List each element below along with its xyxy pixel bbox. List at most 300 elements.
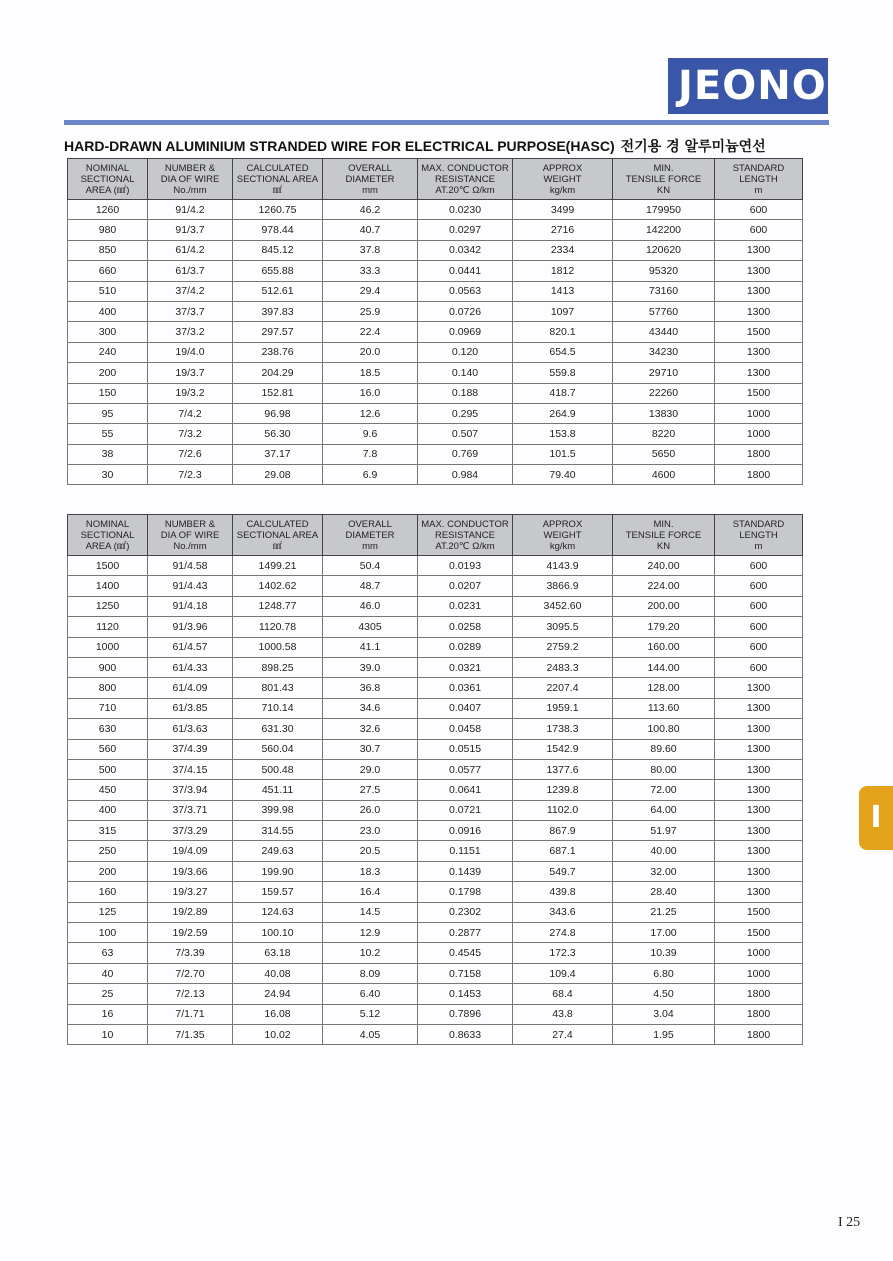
table-cell: 0.1151 — [418, 841, 513, 861]
table-cell: 37/4.39 — [148, 739, 233, 759]
table-cell: 19/2.59 — [148, 923, 233, 943]
table-cell: 1300 — [715, 240, 803, 260]
table-cell: 95 — [68, 403, 148, 423]
table-cell: 32.6 — [323, 719, 418, 739]
column-header — [715, 159, 803, 200]
table-cell: 264.9 — [513, 403, 613, 423]
header-rule — [64, 120, 829, 125]
column-header-line: TENSILE FORCE — [625, 529, 702, 541]
table-cell: 820.1 — [513, 322, 613, 342]
registered-mark: ® — [826, 63, 838, 74]
table-cell: 500 — [68, 759, 148, 779]
table-cell: 29.08 — [233, 465, 323, 485]
table-cell: 1499.21 — [233, 556, 323, 576]
table-cell: 7/2.13 — [148, 984, 233, 1004]
table-cell: 10 — [68, 1024, 148, 1044]
table-cell: 560 — [68, 739, 148, 759]
table-cell: 450 — [68, 780, 148, 800]
table-cell: 33.3 — [323, 261, 418, 281]
table-cell: 1000 — [715, 424, 803, 444]
table-cell: 3499 — [513, 200, 613, 220]
jeono-logo — [668, 58, 838, 114]
logo-text: JEONO — [678, 63, 827, 109]
table-cell: 7/2.6 — [148, 444, 233, 464]
table-cell: 29710 — [613, 363, 715, 383]
table-cell: 315 — [68, 821, 148, 841]
table-cell: 0.8633 — [418, 1024, 513, 1044]
table-cell: 400 — [68, 800, 148, 820]
table-row — [68, 342, 803, 362]
table-cell: 25.9 — [323, 301, 418, 321]
table-cell: 1250 — [68, 596, 148, 616]
table-cell: 22.4 — [323, 322, 418, 342]
column-header-line: OVERALL — [348, 162, 392, 174]
table-cell: 152.81 — [233, 383, 323, 403]
table-cell: 0.4545 — [418, 943, 513, 963]
column-header-line: SECTIONAL — [80, 173, 135, 185]
table-cell: 19/3.27 — [148, 882, 233, 902]
column-header — [418, 159, 513, 200]
table-cell: 600 — [715, 556, 803, 576]
table-cell: 7/3.39 — [148, 943, 233, 963]
table-cell: 710 — [68, 698, 148, 718]
table-cell: 1800 — [715, 465, 803, 485]
table-cell: 2759.2 — [513, 637, 613, 657]
table-row — [68, 301, 803, 321]
column-header-line: mm — [362, 184, 378, 196]
table-cell: 0.0407 — [418, 698, 513, 718]
table-cell: 630 — [68, 719, 148, 739]
table-cell: 240.00 — [613, 556, 715, 576]
table-cell: 867.9 — [513, 821, 613, 841]
table-cell: 61/3.85 — [148, 698, 233, 718]
table-cell: 343.6 — [513, 902, 613, 922]
table-cell: 204.29 — [233, 363, 323, 383]
table-row — [68, 444, 803, 464]
table-cell: 631.30 — [233, 719, 323, 739]
table-cell: 36.8 — [323, 678, 418, 698]
table-row — [68, 1024, 803, 1044]
table-cell: 23.0 — [323, 821, 418, 841]
page-title — [64, 136, 766, 156]
table-cell: 8220 — [613, 424, 715, 444]
table-cell: 12.6 — [323, 403, 418, 423]
table-cell: 142200 — [613, 220, 715, 240]
table-cell: 0.0361 — [418, 678, 513, 698]
table-cell: 400 — [68, 301, 148, 321]
table-cell: 37/3.2 — [148, 322, 233, 342]
table-cell: 5650 — [613, 444, 715, 464]
title-korean: 전기용 경 알루미늄연선 — [620, 139, 766, 155]
table-cell: 32.00 — [613, 861, 715, 881]
table-cell: 1300 — [715, 780, 803, 800]
table-cell: 200.00 — [613, 596, 715, 616]
table-cell: 1300 — [715, 861, 803, 881]
table-cell: 1260.75 — [233, 200, 323, 220]
table-cell: 249.63 — [233, 841, 323, 861]
table-cell: 72.00 — [613, 780, 715, 800]
column-header-line: m — [754, 184, 763, 196]
table-cell: 660 — [68, 261, 148, 281]
table-cell: 1500 — [715, 322, 803, 342]
column-header-line: ㎟ — [272, 540, 283, 552]
table-cell: 100 — [68, 923, 148, 943]
table-cell: 37/3.29 — [148, 821, 233, 841]
table-row — [68, 576, 803, 596]
table-cell: 0.0563 — [418, 281, 513, 301]
table-cell: 61/3.7 — [148, 261, 233, 281]
table-cell: 7/2.3 — [148, 465, 233, 485]
column-header-line: AT.20℃ Ω/km — [435, 184, 495, 196]
table-cell: 124.63 — [233, 902, 323, 922]
column-header — [148, 159, 233, 200]
column-header — [613, 159, 715, 200]
table-cell: 4600 — [613, 465, 715, 485]
table-cell: 1260 — [68, 200, 148, 220]
table-cell: 1300 — [715, 698, 803, 718]
table-cell: 51.97 — [613, 821, 715, 841]
table-cell: 2483.3 — [513, 657, 613, 677]
table-cell: 0.0193 — [418, 556, 513, 576]
table-cell: 7/3.2 — [148, 424, 233, 444]
table-cell: 600 — [715, 576, 803, 596]
column-header-line: TENSILE FORCE — [625, 173, 702, 185]
table-cell: 27.4 — [513, 1024, 613, 1044]
table-row — [68, 556, 803, 576]
table-cell: 43440 — [613, 322, 715, 342]
table-cell: 500.48 — [233, 759, 323, 779]
table-cell: 125 — [68, 902, 148, 922]
table-cell: 1102.0 — [513, 800, 613, 820]
table-row — [68, 322, 803, 342]
table-row — [68, 861, 803, 881]
column-header-line: AREA (㎟) — [85, 184, 130, 196]
table-cell: 1400 — [68, 576, 148, 596]
column-header-line: NUMBER & — [164, 518, 216, 530]
table-header-row — [68, 515, 803, 556]
table-row — [68, 424, 803, 444]
table-cell: 4143.9 — [513, 556, 613, 576]
column-header-line: DIAMETER — [345, 173, 395, 185]
table-cell: 43.8 — [513, 1004, 613, 1024]
table-cell: 34.6 — [323, 698, 418, 718]
table-cell: 5.12 — [323, 1004, 418, 1024]
table-cell: 16.0 — [323, 383, 418, 403]
table-cell: 2334 — [513, 240, 613, 260]
table-cell: 37.8 — [323, 240, 418, 260]
table-cell: 7/1.71 — [148, 1004, 233, 1024]
table-row — [68, 465, 803, 485]
table-cell: 0.1798 — [418, 882, 513, 902]
column-header-line: No./mm — [173, 540, 207, 552]
table-cell: 37/3.71 — [148, 800, 233, 820]
table-cell: 160.00 — [613, 637, 715, 657]
table-cell: 96.98 — [233, 403, 323, 423]
table-row — [68, 759, 803, 779]
page-number: I 25 — [838, 1215, 861, 1230]
table-cell: 95320 — [613, 261, 715, 281]
table-cell: 0.0721 — [418, 800, 513, 820]
table-cell: 4.05 — [323, 1024, 418, 1044]
table-cell: 159.57 — [233, 882, 323, 902]
table-cell: 1000 — [715, 943, 803, 963]
table-cell: 0.120 — [418, 342, 513, 362]
table-cell: 0.984 — [418, 465, 513, 485]
column-header-line: MIN. — [653, 162, 674, 174]
column-header-line: AREA (㎟) — [85, 540, 130, 552]
table-cell: 238.76 — [233, 342, 323, 362]
table-cell: 120620 — [613, 240, 715, 260]
table-cell: 1300 — [715, 363, 803, 383]
table-row — [68, 281, 803, 301]
table-cell: 600 — [715, 596, 803, 616]
table-cell: 153.8 — [513, 424, 613, 444]
column-header-line: SECTIONAL — [80, 529, 135, 541]
table-cell: 1377.6 — [513, 759, 613, 779]
table-cell: 37/3.94 — [148, 780, 233, 800]
table-row — [68, 200, 803, 220]
table-cell: 0.0969 — [418, 322, 513, 342]
table-cell: 418.7 — [513, 383, 613, 403]
column-header — [68, 515, 148, 556]
column-header — [513, 515, 613, 556]
table-cell: 1738.3 — [513, 719, 613, 739]
table-cell: 0.140 — [418, 363, 513, 383]
table-row — [68, 220, 803, 240]
table-cell: 1812 — [513, 261, 613, 281]
table-cell: 900 — [68, 657, 148, 677]
column-header-line: SECTIONAL AREA — [236, 173, 319, 185]
table-cell: 0.2302 — [418, 902, 513, 922]
table-cell: 1800 — [715, 1024, 803, 1044]
table-cell: 1300 — [715, 882, 803, 902]
column-header-line: STANDARD — [732, 518, 785, 530]
column-header — [323, 159, 418, 200]
table-cell: 150 — [68, 383, 148, 403]
table-cell: 100.80 — [613, 719, 715, 739]
column-header — [233, 159, 323, 200]
column-header-line: MIN. — [653, 518, 674, 530]
table-cell: 898.25 — [233, 657, 323, 677]
table-cell: 101.5 — [513, 444, 613, 464]
table-cell: 172.3 — [513, 943, 613, 963]
table-cell: 64.00 — [613, 800, 715, 820]
table-cell: 1000 — [715, 963, 803, 983]
table-cell: 451.11 — [233, 780, 323, 800]
table-cell: 200 — [68, 363, 148, 383]
table-cell: 0.0321 — [418, 657, 513, 677]
table-cell: 17.00 — [613, 923, 715, 943]
table-cell: 63.18 — [233, 943, 323, 963]
table-row — [68, 923, 803, 943]
table-cell: 0.0441 — [418, 261, 513, 281]
table-cell: 1000 — [68, 637, 148, 657]
column-header-line: ㎟ — [272, 184, 283, 196]
table-cell: 3866.9 — [513, 576, 613, 596]
table-row — [68, 678, 803, 698]
table-cell: 845.12 — [233, 240, 323, 260]
table-cell: 160 — [68, 882, 148, 902]
table-cell: 37/3.7 — [148, 301, 233, 321]
table-cell: 1959.1 — [513, 698, 613, 718]
table-cell: 1000.58 — [233, 637, 323, 657]
table-cell: 19/4.09 — [148, 841, 233, 861]
table-cell: 1097 — [513, 301, 613, 321]
table-cell: 1413 — [513, 281, 613, 301]
table-cell: 25 — [68, 984, 148, 1004]
column-header-line: AT.20℃ Ω/km — [435, 540, 495, 552]
table-row — [68, 1004, 803, 1024]
column-header-line: APPROX — [542, 162, 583, 174]
table-cell: 30 — [68, 465, 148, 485]
table-cell: 46.0 — [323, 596, 418, 616]
table-cell: 19/3.66 — [148, 861, 233, 881]
table-row — [68, 882, 803, 902]
table-cell: 1300 — [715, 678, 803, 698]
table-cell: 4305 — [323, 617, 418, 637]
table-cell: 48.7 — [323, 576, 418, 596]
table-cell: 600 — [715, 617, 803, 637]
table-row — [68, 800, 803, 820]
table-cell: 91/3.7 — [148, 220, 233, 240]
table-cell: 0.7896 — [418, 1004, 513, 1024]
column-header-line: mm — [362, 540, 378, 552]
column-header-line: OVERALL — [348, 518, 392, 530]
table-cell: 510 — [68, 281, 148, 301]
table-cell: 91/4.43 — [148, 576, 233, 596]
table-cell: 300 — [68, 322, 148, 342]
table-cell: 73160 — [613, 281, 715, 301]
section-tab[interactable]: I — [859, 786, 893, 850]
column-header — [715, 515, 803, 556]
table-cell: 8.09 — [323, 963, 418, 983]
table-cell: 1800 — [715, 1004, 803, 1024]
table-cell: 250 — [68, 841, 148, 861]
table-cell: 61/4.57 — [148, 637, 233, 657]
column-header-line: kg/km — [549, 184, 576, 196]
table-cell: 7.8 — [323, 444, 418, 464]
table-cell: 0.0515 — [418, 739, 513, 759]
table-cell: 16.08 — [233, 1004, 323, 1024]
table-cell: 980 — [68, 220, 148, 240]
table-row — [68, 383, 803, 403]
table-cell: 109.4 — [513, 963, 613, 983]
column-header-line: MAX. CONDUCTOR — [421, 162, 509, 174]
table-cell: 1542.9 — [513, 739, 613, 759]
table-cell: 7/1.35 — [148, 1024, 233, 1044]
table-cell: 0.0297 — [418, 220, 513, 240]
table-cell: 0.295 — [418, 403, 513, 423]
table-header-row — [68, 159, 803, 200]
table-row — [68, 739, 803, 759]
table-cell: 1300 — [715, 739, 803, 759]
table-cell: 9.6 — [323, 424, 418, 444]
table-cell: 113.60 — [613, 698, 715, 718]
table-cell: 1000 — [715, 403, 803, 423]
table-cell: 19/2.89 — [148, 902, 233, 922]
column-header-line: KN — [656, 540, 671, 552]
table-cell: 0.1439 — [418, 861, 513, 881]
table-cell: 1500 — [715, 923, 803, 943]
table-row — [68, 596, 803, 616]
table-cell: 0.0726 — [418, 301, 513, 321]
table-cell: 128.00 — [613, 678, 715, 698]
table-row — [68, 261, 803, 281]
table-cell: 297.57 — [233, 322, 323, 342]
table-cell: 39.0 — [323, 657, 418, 677]
table-cell: 80.00 — [613, 759, 715, 779]
table-cell: 1300 — [715, 821, 803, 841]
table-cell: 179950 — [613, 200, 715, 220]
table-cell: 24.94 — [233, 984, 323, 1004]
table-cell: 1300 — [715, 759, 803, 779]
table-cell: 1300 — [715, 281, 803, 301]
column-header — [233, 515, 323, 556]
table-cell: 399.98 — [233, 800, 323, 820]
column-header-line: No./mm — [173, 184, 207, 196]
table-cell: 19/4.0 — [148, 342, 233, 362]
table-cell: 7/2.70 — [148, 963, 233, 983]
table-cell: 512.61 — [233, 281, 323, 301]
table-row — [68, 841, 803, 861]
table-row — [68, 963, 803, 983]
column-header-line: WEIGHT — [543, 173, 582, 185]
table-cell: 801.43 — [233, 678, 323, 698]
table-cell: 314.55 — [233, 821, 323, 841]
table-cell: 0.0231 — [418, 596, 513, 616]
table-cell: 10.2 — [323, 943, 418, 963]
table-cell: 61/4.09 — [148, 678, 233, 698]
table-cell: 3452.60 — [513, 596, 613, 616]
table-cell: 397.83 — [233, 301, 323, 321]
column-header-line: STANDARD — [732, 162, 785, 174]
table-row — [68, 363, 803, 383]
column-header-line: DIA OF WIRE — [160, 173, 220, 185]
column-header-line: RESISTANCE — [434, 529, 495, 541]
table-cell: 600 — [715, 637, 803, 657]
table-cell: 37/4.2 — [148, 281, 233, 301]
column-header-line: NUMBER & — [164, 162, 216, 174]
table-cell: 0.1453 — [418, 984, 513, 1004]
table-cell: 27.5 — [323, 780, 418, 800]
table-cell: 0.0916 — [418, 821, 513, 841]
column-header — [513, 159, 613, 200]
table-cell: 18.3 — [323, 861, 418, 881]
spec-table-1 — [67, 158, 803, 485]
table-row — [68, 698, 803, 718]
table-cell: 800 — [68, 678, 148, 698]
table-cell: 91/4.58 — [148, 556, 233, 576]
table-cell: 1500 — [68, 556, 148, 576]
table-cell: 61/4.2 — [148, 240, 233, 260]
table-cell: 16 — [68, 1004, 148, 1024]
table-cell: 29.4 — [323, 281, 418, 301]
table-row — [68, 719, 803, 739]
table-cell: 560.04 — [233, 739, 323, 759]
column-header-line: CALCULATED — [246, 518, 309, 530]
table-cell: 46.2 — [323, 200, 418, 220]
table-cell: 10.02 — [233, 1024, 323, 1044]
table-cell: 654.5 — [513, 342, 613, 362]
table-cell: 0.2877 — [418, 923, 513, 943]
table-cell: 2207.4 — [513, 678, 613, 698]
table-cell: 0.0258 — [418, 617, 513, 637]
table-cell: 240 — [68, 342, 148, 362]
table-cell: 274.8 — [513, 923, 613, 943]
table-cell: 710.14 — [233, 698, 323, 718]
table-cell: 0.0289 — [418, 637, 513, 657]
table-cell: 0.0641 — [418, 780, 513, 800]
